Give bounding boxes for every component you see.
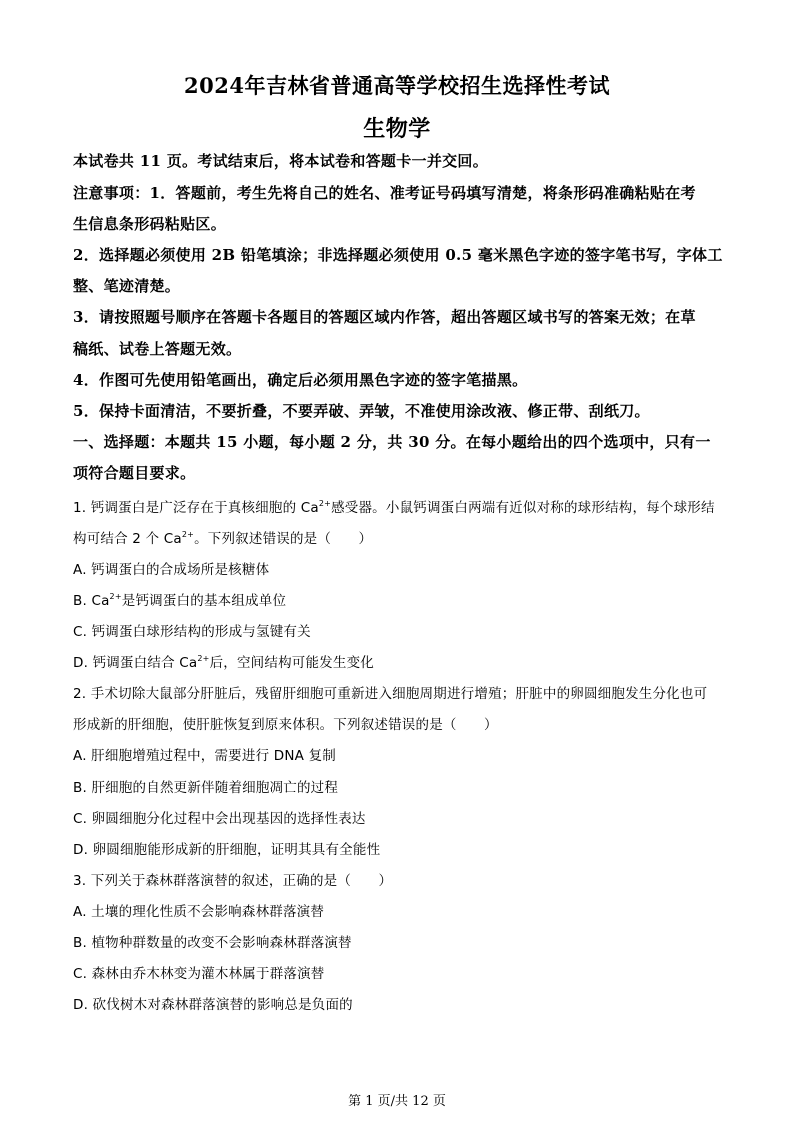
q3-option-a: A. 土壤的理化性质不会影响森林群落演替 bbox=[73, 904, 325, 920]
page-number: 第 1 页/共 12 页 bbox=[348, 1094, 446, 1109]
note-4: 4．作图可先使用铅笔画出，确定后必须用黑色字迹的签字笔描黑。 bbox=[73, 371, 528, 389]
q3-option-c: C. 森林由乔木林变为灌木林属于群落演替 bbox=[73, 966, 325, 982]
subject-title: 生物学 bbox=[363, 116, 431, 142]
section-heading-line-a: 一、选择题：本题共 15 小题，每小题 2 分，共 30 分。在每小题给出的四个选项中，只有一 bbox=[73, 433, 711, 451]
note-5: 5．保持卡面清洁，不要折叠，不要弄破、弄皱，不准使用涂改液、修正带、刮纸刀。 bbox=[73, 402, 650, 420]
q3-stem: 3. 下列关于森林群落演替的叙述，正确的是（ ） bbox=[73, 873, 393, 889]
section-heading-line-b: 项符合题目要求。 bbox=[73, 464, 196, 482]
note-1-line-b: 生信息条形码粘贴区。 bbox=[73, 215, 227, 233]
instruction-line: 本试卷共 11 页。考试结束后，将本试卷和答题卡一并交回。 bbox=[73, 152, 489, 170]
exam-title: 2024年吉林省普通高等学校招生选择性考试 bbox=[184, 73, 610, 98]
q1-stem-line-a: 1. 钙调蛋白是广泛存在于真核细胞的 $Ca^{2+}$感受器。小鼠钙调蛋白两端有近似对称的球形结构，每个球形结 bbox=[73, 499, 715, 516]
q3-option-d: D. 砍伐树木对森林群落演替的影响总是负面的 bbox=[73, 997, 353, 1013]
q3-option-b: B. 植物种群数量的改变不会影响森林群落演替 bbox=[73, 935, 352, 951]
q2-option-a: A. 肝细胞增殖过程中，需要进行 DNA 复制 bbox=[73, 748, 336, 764]
note-2-line-b: 整、笔迹清楚。 bbox=[73, 277, 181, 295]
q2-option-d: D. 卵圆细胞能形成新的肝细胞，证明其具有全能性 bbox=[73, 842, 381, 858]
q1-stem-line-b: 构可结合 2 个 $Ca^{2+}$。下列叙述错误的是（ ） bbox=[73, 530, 373, 547]
note-3-line-a: 3．请按照题号顺序在答题卡各题目的答题区域内作答，超出答题区域书写的答案无效；在草 bbox=[73, 308, 696, 326]
q1-option-a: A. 钙调蛋白的合成场所是核糖体 bbox=[73, 562, 270, 578]
note-1-line-a: 注意事项：1．答题前，考生先将自己的姓名、准考证号码填写清楚，将条形码准确粘贴在考 bbox=[73, 184, 696, 202]
q1-option-c: C. 钙调蛋白球形结构的形成与氢键有关 bbox=[73, 624, 311, 640]
note-3-line-b: 稿纸、试卷上答题无效。 bbox=[73, 340, 242, 358]
q2-stem-line-b: 形成新的肝细胞，使肝脏恢复到原来体积。下列叙述错误的是（ ） bbox=[73, 717, 498, 733]
q2-stem-line-a: 2. 手术切除大鼠部分肝脏后，残留肝细胞可重新进入细胞周期进行增殖；肝脏中的卵圆细胞发生分化也可 bbox=[73, 686, 708, 702]
q2-option-b: B. 肝细胞的自然更新伴随着细胞凋亡的过程 bbox=[73, 780, 339, 796]
q1-option-d: D. 钙调蛋白结合 $Ca^{2+}$后，空间结构可能发生变化 bbox=[73, 654, 374, 671]
q1-option-b: B. $Ca^{2+}$是钙调蛋白的基本组成单位 bbox=[73, 592, 287, 609]
note-2-line-a: 2．选择题必须使用 2B 铅笔填涂；非选择题必须使用 0.5 毫米黑色字迹的签字笔书写，字体工 bbox=[73, 246, 723, 264]
q2-option-c: C. 卵圆细胞分化过程中会出现基因的选择性表达 bbox=[73, 811, 366, 827]
